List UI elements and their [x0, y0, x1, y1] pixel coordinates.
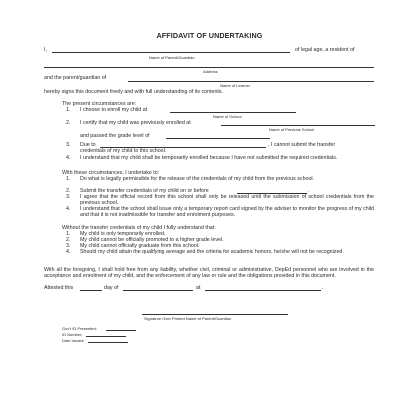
- undertake-item-text: I agree that the official record from this school shall only be released until the submission of school credentials from the previous school.: [80, 194, 374, 206]
- day-of-text: day of: [104, 285, 119, 291]
- without-item-number: 4.: [66, 249, 71, 255]
- undertake-item-number: 4.: [66, 206, 71, 212]
- present-heading: The present circumstances are:: [62, 101, 137, 107]
- school-name-caption: Name of School: [213, 114, 242, 119]
- without-item-text: My child is only temporarily enrolled.: [80, 231, 166, 237]
- undertake-item2-end: .: [308, 188, 310, 194]
- undertake-item-number: 1.: [66, 176, 71, 182]
- signature-caption: Signature Over Printed Name of Parent/Guardian: [144, 316, 232, 321]
- present-item2-continuation: and passed the grade level of: [80, 133, 150, 139]
- gov-id-label: Gov't ID Presented:: [62, 326, 97, 331]
- present-item3-continuation: , I cannot submit the transfer: [268, 142, 336, 148]
- attested-place-field[interactable]: [205, 290, 321, 291]
- intro-parent-of-text: and the parent/guardian of: [44, 75, 107, 81]
- date-issued-field[interactable]: [88, 342, 128, 343]
- undertake-heading: With these circumstances, I undertake to:: [62, 170, 160, 176]
- present-item-text: I certify that my child was previously enrolled at: [80, 120, 191, 126]
- intro-i-label: I,: [44, 47, 47, 53]
- gov-id-field[interactable]: [106, 330, 136, 331]
- learner-name-caption: Name of Learner: [220, 83, 251, 88]
- at-text: at: [196, 285, 201, 291]
- intro-legal-age-text: of legal age, a resident of: [295, 47, 355, 53]
- present-item-number: 1.: [66, 107, 71, 113]
- without-item-text: My child cannot officially graduate from this school.: [80, 243, 200, 249]
- without-item-number: 1.: [66, 231, 71, 237]
- attested-text: Attested this: [44, 285, 74, 291]
- without-item-text: My child cannot be officially promoted to a higher grade level.: [80, 237, 224, 243]
- id-number-label: ID Number:: [62, 332, 83, 337]
- grade-level-field[interactable]: [166, 138, 270, 139]
- previous-school-field[interactable]: [221, 125, 375, 126]
- attested-month-field[interactable]: [123, 290, 193, 291]
- undertake-item-text: I understand that the school shall issue only a temporary report card signed by the adviser to monitor the progress of my child and that it is not inadmissible for transfer and enrolment purposes.: [80, 206, 374, 218]
- undertake-item-text: Submit the transfer credentials of my child on or before: [80, 188, 209, 194]
- parent-name-field[interactable]: [52, 52, 290, 53]
- document-title: AFFIDAVIT OF UNDERTAKING: [156, 31, 263, 40]
- parent-name-caption: Name of Parent/Guardian: [149, 55, 195, 60]
- undertake-item-number: 2.: [66, 188, 71, 194]
- without-item-number: 2.: [66, 237, 71, 243]
- learner-name-field[interactable]: [128, 81, 374, 82]
- id-number-field[interactable]: [86, 336, 126, 337]
- intro-signs-text: hereby signs this document freely and with full understanding of its contents.: [44, 89, 224, 95]
- closing-paragraph: With all the foregoing, I shall hold free from any liability, whether civil, criminal or administrative, DepEd personnel who are involved in the acceptance and enrolment of my child, and the enforcement of any law or rule and the obligations provided in this document.: [44, 267, 374, 279]
- without-heading: Without the transfer credentials of my child I fully understand that:: [62, 225, 216, 231]
- present-item-text: Due to: [80, 142, 96, 148]
- address-field[interactable]: [44, 67, 374, 68]
- attested-day-field[interactable]: [80, 290, 102, 291]
- without-item-text: Should my child attain the qualifying average and the criteria for academic honors, he/she will not be recognized.: [80, 249, 344, 255]
- present-item-text: I understand that my child shall be temporarily enrolled because I have not submitted the required credentials.: [80, 155, 338, 161]
- present-item-number: 3.: [66, 142, 71, 148]
- present-item-number: 4.: [66, 155, 71, 161]
- signature-line[interactable]: [142, 314, 288, 315]
- address-caption: Address: [203, 69, 218, 74]
- attested-end-period: .: [322, 285, 324, 291]
- undertake-item-number: 3.: [66, 194, 71, 200]
- present-item-number: 2.: [66, 120, 71, 126]
- date-issued-label: Date Issued:: [62, 338, 85, 343]
- present-item3-line2: credentials of my child to this school.: [80, 148, 167, 154]
- previous-school-caption: Name of Previous School: [269, 127, 315, 132]
- present-item-text: I choose to enroll my child at: [80, 107, 148, 113]
- without-item-number: 3.: [66, 243, 71, 249]
- school-name-field[interactable]: [170, 112, 296, 113]
- undertake-item-text: Do what is legally permissible for the release of the credentials of my child from the previous school.: [80, 176, 315, 182]
